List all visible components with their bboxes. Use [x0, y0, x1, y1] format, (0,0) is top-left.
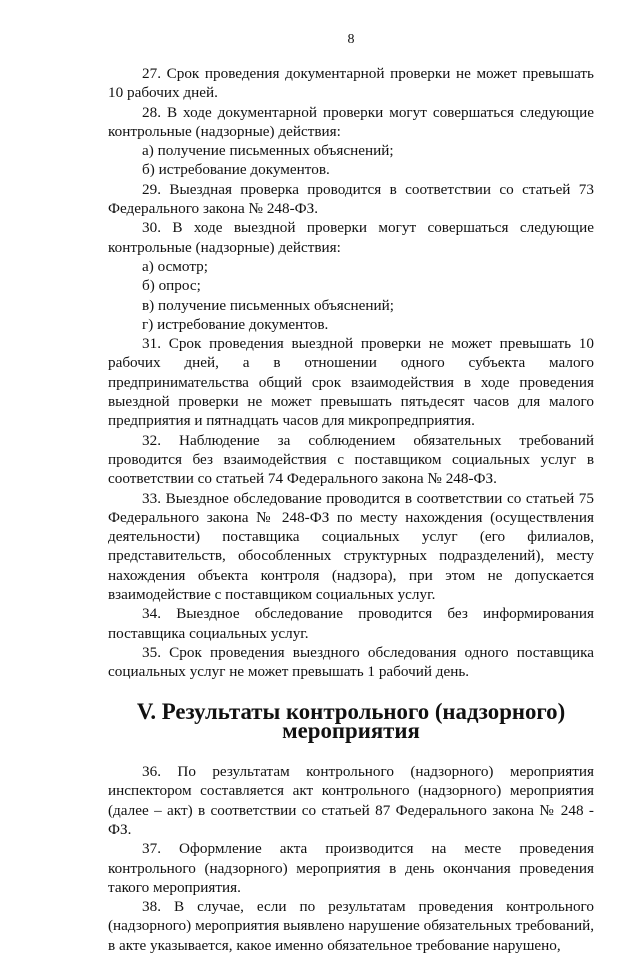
- list-item-28a: а) получение письменных объяснений;: [142, 142, 394, 160]
- paragraph-33: 33. Выездное обследование проводится в соответствии со статьей 75 Федерального закона № 248-ФЗ по месту нахождения (осуществления деятельности) поставщика социальных услуг (его филиалов, представительств, обособленных структурных подразделений), месту нахождения объекта контроля (надзора), при этом не допускается взаимодействие с поставщиком социальных услуг.: [108, 489, 594, 604]
- list-item-30c: в) получение письменных объяснений;: [142, 296, 395, 314]
- paragraph-28: 28. В ходе документарной проверки могут совершаться следующие контрольные (надзорные) действия:: [108, 103, 594, 140]
- paragraph-30: 30. В ходе выездной проверки могут совершаться следующие контрольные (надзорные) действия:: [108, 219, 594, 256]
- paragraph-32: 32. Наблюдение за соблюдением обязательных требований проводится без взаимодействия с поставщиком социальных услуг в соответствии со статьей 74 Федерального закона № 248-ФЗ.: [108, 431, 594, 488]
- list-item-30d: г) истребование документов.: [142, 315, 329, 333]
- list-item-28b: б) истребование документов.: [142, 161, 330, 179]
- paragraph-34: 34. Выездное обследование проводится без информирования поставщика социальных услуг.: [108, 605, 594, 642]
- paragraph-36: 36. По результатам контрольного (надзорного) мероприятия инспектором составляется акт контрольного (надзорного) мероприятия (далее – акт) в соответствии со статьей 87 Федерального закона № 248 - ФЗ.: [108, 763, 594, 838]
- section-heading: V. Результаты контрольного (надзорного) мероприятия: [136, 698, 566, 743]
- paragraph-35: 35. Срок проведения выездного обследования одного поставщика социальных услуг не может превышать 1 рабочий день.: [108, 643, 594, 681]
- page-number: 8: [347, 32, 355, 47]
- section-v-body: [108, 762, 594, 955]
- paragraph-27: 27. Срок проведения документарной проверки не может превышать 10 рабочих дней.: [108, 65, 594, 102]
- paragraph-29: 29. Выездная проверка проводится в соответствии со статьей 73 Федерального закона № 248-ФЗ.: [108, 180, 594, 218]
- paragraph-38: 38. В случае, если по результатам проведения контрольного (надзорного) мероприятия выявлено нарушение обязательных требований, в акте указывается, какое именно обязательное требование нарушено,: [108, 898, 594, 954]
- list-item-30b: б) опрос;: [142, 277, 201, 295]
- list-item-30a: а) осмотр;: [142, 257, 208, 275]
- paragraph-31: 31. Срок проведения выездной проверки не может превышать 10 рабочих дней, а в отношении одного субъекта малого предпринимательства общий срок взаимодействия в ходе проведения выездной проверки не может превышать пятьдесят часов для малого предприятия и пятнадцать часов для микропредприятия.: [108, 335, 594, 430]
- section-iv-continuation: [108, 64, 594, 682]
- paragraph-37: 37. Оформление акта производится на месте проведения контрольного (надзорного) мероприятия в день окончания проведения такого мероприятия.: [108, 840, 594, 896]
